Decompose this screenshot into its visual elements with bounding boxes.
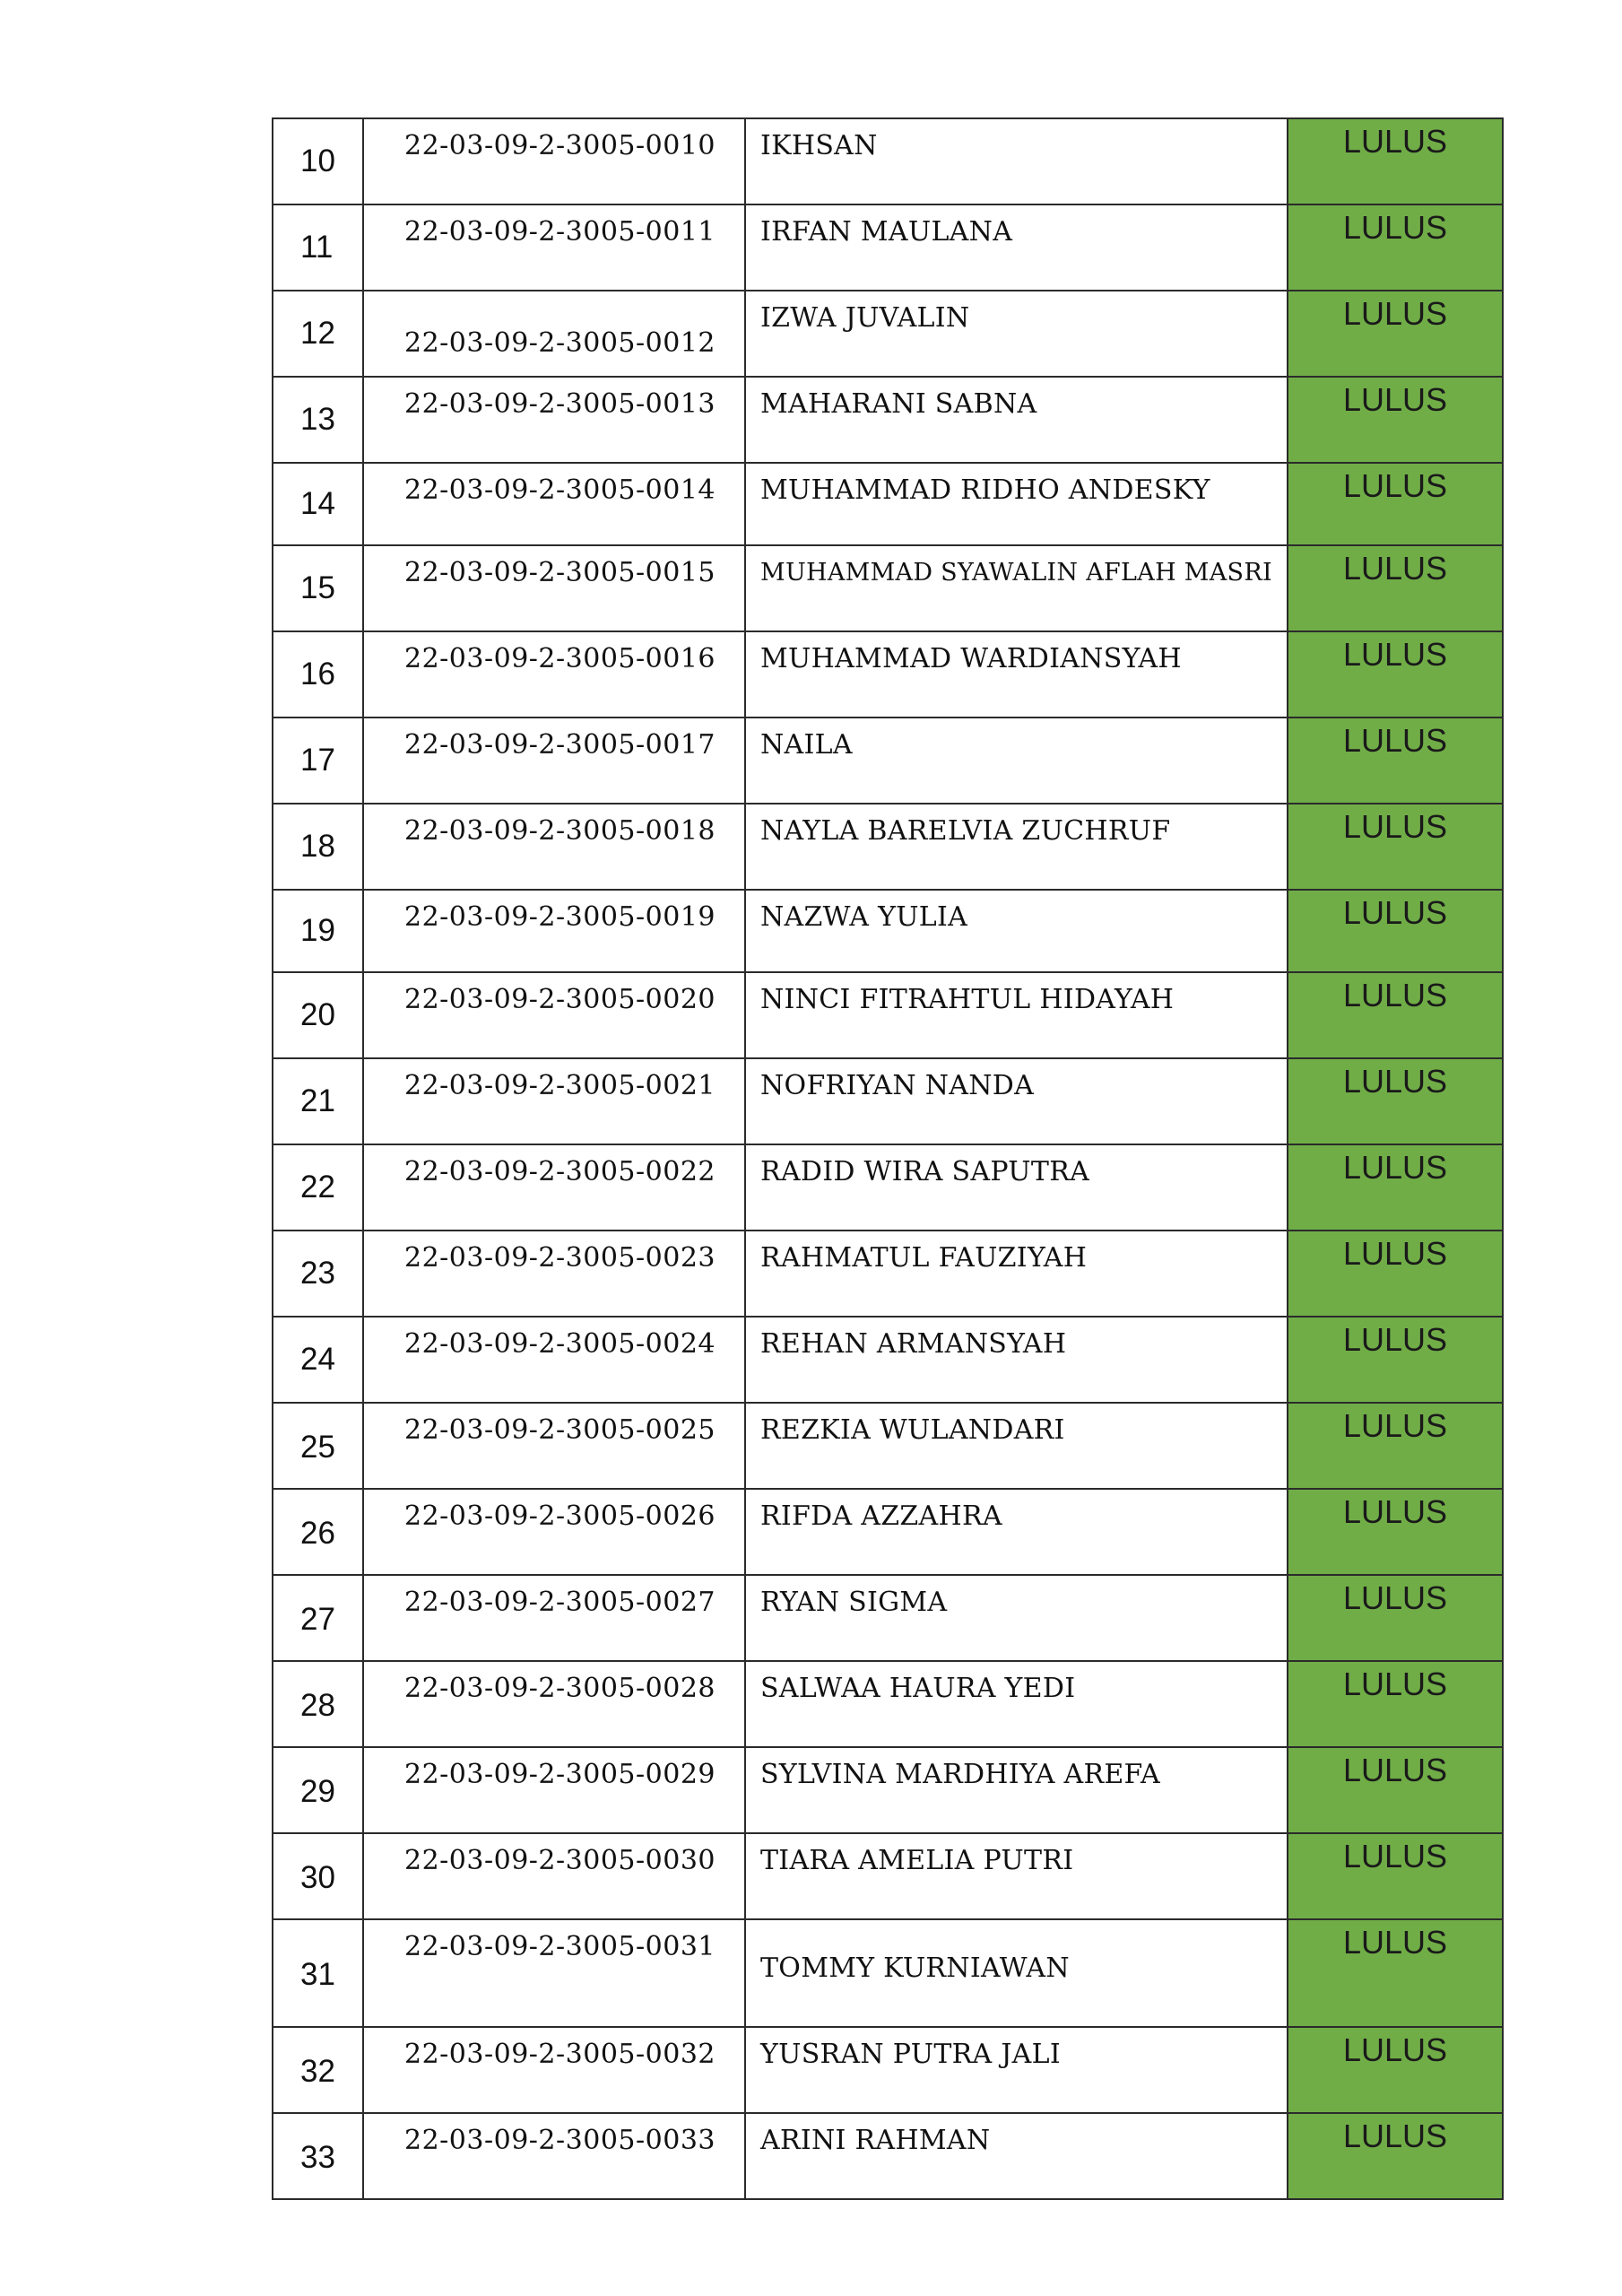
student-name: TOMMY KURNIAWAN: [745, 1919, 1288, 2027]
row-number: 28: [273, 1661, 363, 1747]
status-cell: LULUS: [1288, 1144, 1503, 1231]
row-number: 23: [273, 1231, 363, 1317]
row-number: 32: [273, 2027, 363, 2113]
student-id: 22-03-09-2-3005-0032: [363, 2027, 745, 2113]
student-id: 22-03-09-2-3005-0016: [363, 631, 745, 718]
status-cell: LULUS: [1288, 291, 1503, 377]
status-cell: LULUS: [1288, 463, 1503, 545]
student-name: MUHAMMAD WARDIANSYAH: [745, 631, 1288, 718]
status-cell: LULUS: [1288, 1231, 1503, 1317]
row-number: 22: [273, 1144, 363, 1231]
status-cell: LULUS: [1288, 1575, 1503, 1661]
table-row: [273, 1058, 1503, 1144]
student-name: NAYLA BARELVIA ZUCHRUF: [745, 804, 1288, 890]
row-number: 11: [273, 204, 363, 291]
row-number: 20: [273, 972, 363, 1058]
status-cell: LULUS: [1288, 1919, 1503, 2027]
student-id: 22-03-09-2-3005-0022: [363, 1144, 745, 1231]
row-number: 12: [273, 291, 363, 377]
student-id: 22-03-09-2-3005-0019: [363, 890, 745, 972]
student-id: 22-03-09-2-3005-0017: [363, 718, 745, 804]
student-name: RAHMATUL FAUZIYAH: [745, 1231, 1288, 1317]
student-name: MAHARANI SABNA: [745, 377, 1288, 463]
row-number: 21: [273, 1058, 363, 1144]
status-cell: LULUS: [1288, 1058, 1503, 1144]
results-table-body: [273, 118, 1503, 2199]
status-cell: LULUS: [1288, 118, 1503, 204]
student-name: REHAN ARMANSYAH: [745, 1317, 1288, 1403]
student-id: 22-03-09-2-3005-0015: [363, 545, 745, 631]
student-name: IZWA JUVALIN: [745, 291, 1288, 377]
student-id: 22-03-09-2-3005-0018: [363, 804, 745, 890]
student-id: 22-03-09-2-3005-0030: [363, 1833, 745, 1919]
table-row: [273, 463, 1503, 545]
status-cell: LULUS: [1288, 2113, 1503, 2199]
row-number: 27: [273, 1575, 363, 1661]
table-row: [273, 291, 1503, 377]
table-row: [273, 1661, 1503, 1747]
row-number: 18: [273, 804, 363, 890]
student-id: 22-03-09-2-3005-0033: [363, 2113, 745, 2199]
table-row: [273, 972, 1503, 1058]
status-cell: LULUS: [1288, 631, 1503, 718]
table-row: [273, 804, 1503, 890]
table-row: [273, 1317, 1503, 1403]
table-row: [273, 1919, 1503, 2027]
status-cell: LULUS: [1288, 1403, 1503, 1489]
student-name: NOFRIYAN NANDA: [745, 1058, 1288, 1144]
table-row: [273, 204, 1503, 291]
table-row: [273, 718, 1503, 804]
student-name: SYLVINA MARDHIYA AREFA: [745, 1747, 1288, 1833]
student-id: 22-03-09-2-3005-0013: [363, 377, 745, 463]
student-name: YUSRAN PUTRA JALI: [745, 2027, 1288, 2113]
student-id: 22-03-09-2-3005-0021: [363, 1058, 745, 1144]
row-number: 24: [273, 1317, 363, 1403]
row-number: 17: [273, 718, 363, 804]
status-cell: LULUS: [1288, 804, 1503, 890]
student-id: 22-03-09-2-3005-0012: [363, 291, 745, 377]
student-id: 22-03-09-2-3005-0020: [363, 972, 745, 1058]
status-cell: LULUS: [1288, 545, 1503, 631]
student-id: 22-03-09-2-3005-0026: [363, 1489, 745, 1575]
table-row: [273, 2027, 1503, 2113]
student-id: 22-03-09-2-3005-0023: [363, 1231, 745, 1317]
student-name: NAZWA YULIA: [745, 890, 1288, 972]
table-row: [273, 631, 1503, 718]
student-name: NINCI FITRAHTUL HIDAYAH: [745, 972, 1288, 1058]
row-number: 26: [273, 1489, 363, 1575]
row-number: 25: [273, 1403, 363, 1489]
table-row: [273, 545, 1503, 631]
student-id: 22-03-09-2-3005-0025: [363, 1403, 745, 1489]
row-number: 10: [273, 118, 363, 204]
status-cell: LULUS: [1288, 377, 1503, 463]
student-name: ARINI RAHMAN: [745, 2113, 1288, 2199]
status-cell: LULUS: [1288, 1489, 1503, 1575]
table-row: [273, 1489, 1503, 1575]
student-id: 22-03-09-2-3005-0010: [363, 118, 745, 204]
student-id: 22-03-09-2-3005-0011: [363, 204, 745, 291]
row-number: 15: [273, 545, 363, 631]
student-id: 22-03-09-2-3005-0031: [363, 1919, 745, 2027]
row-number: 31: [273, 1919, 363, 2027]
student-id: 22-03-09-2-3005-0014: [363, 463, 745, 545]
status-cell: LULUS: [1288, 1661, 1503, 1747]
student-name: IKHSAN: [745, 118, 1288, 204]
student-name: SALWAA HAURA YEDI: [745, 1661, 1288, 1747]
status-cell: LULUS: [1288, 890, 1503, 972]
table-row: [273, 1747, 1503, 1833]
row-number: 19: [273, 890, 363, 972]
student-name: TIARA AMELIA PUTRI: [745, 1833, 1288, 1919]
status-cell: LULUS: [1288, 204, 1503, 291]
student-name: IRFAN MAULANA: [745, 204, 1288, 291]
student-name: RYAN SIGMA: [745, 1575, 1288, 1661]
table-row: [273, 377, 1503, 463]
status-cell: LULUS: [1288, 1747, 1503, 1833]
row-number: 16: [273, 631, 363, 718]
row-number: 13: [273, 377, 363, 463]
student-name: REZKIA WULANDARI: [745, 1403, 1288, 1489]
table-row: [273, 890, 1503, 972]
table-row: [273, 1144, 1503, 1231]
row-number: 29: [273, 1747, 363, 1833]
row-number: 30: [273, 1833, 363, 1919]
student-id: 22-03-09-2-3005-0024: [363, 1317, 745, 1403]
row-number: 33: [273, 2113, 363, 2199]
table-row: [273, 2113, 1503, 2199]
row-number: 14: [273, 463, 363, 545]
results-table: [272, 117, 1504, 2200]
student-id: 22-03-09-2-3005-0028: [363, 1661, 745, 1747]
student-id: 22-03-09-2-3005-0027: [363, 1575, 745, 1661]
table-row: [273, 1403, 1503, 1489]
student-name: RIFDA AZZAHRA: [745, 1489, 1288, 1575]
student-name: MUHAMMAD RIDHO ANDESKY: [745, 463, 1288, 545]
status-cell: LULUS: [1288, 1833, 1503, 1919]
status-cell: LULUS: [1288, 972, 1503, 1058]
student-id: 22-03-09-2-3005-0029: [363, 1747, 745, 1833]
status-cell: LULUS: [1288, 2027, 1503, 2113]
status-cell: LULUS: [1288, 1317, 1503, 1403]
student-name: NAILA: [745, 718, 1288, 804]
table-row: [273, 1575, 1503, 1661]
student-name: MUHAMMAD SYAWALIN AFLAH MASRI: [745, 545, 1288, 631]
table-row: [273, 1231, 1503, 1317]
status-cell: LULUS: [1288, 718, 1503, 804]
table-row: [273, 1833, 1503, 1919]
student-name: RADID WIRA SAPUTRA: [745, 1144, 1288, 1231]
table-row: [273, 118, 1503, 204]
